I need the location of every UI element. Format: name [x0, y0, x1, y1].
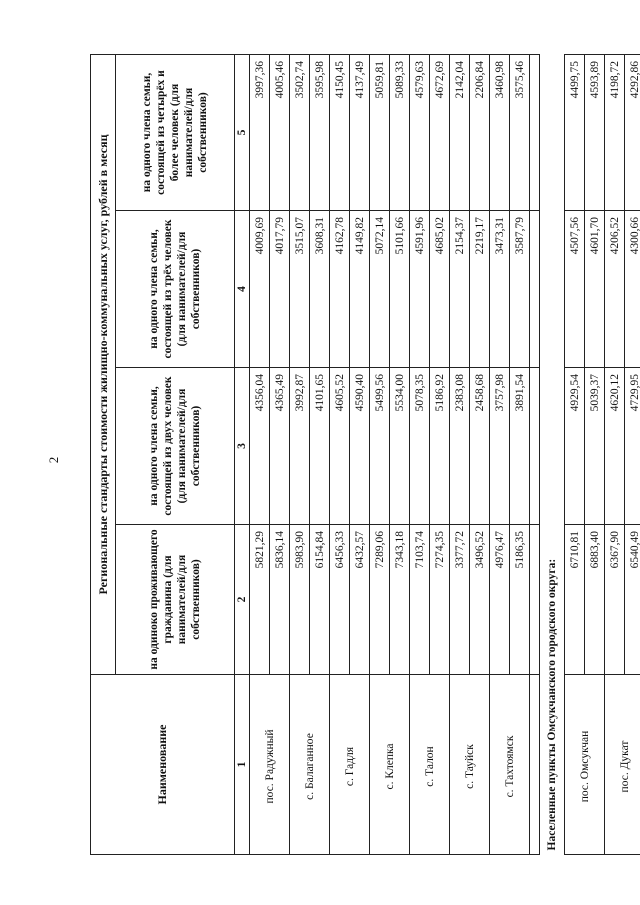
value-cell: 4590,40	[350, 368, 370, 525]
settlement-name: с. Балаганное	[290, 675, 330, 855]
settlement-name: с. Тауйск	[450, 675, 490, 855]
value-cell: 3515,07	[290, 211, 310, 368]
value-cell: 2458,68	[470, 368, 490, 525]
value-cell: 4579,63	[410, 55, 430, 211]
value-cell: 6367,90	[605, 525, 625, 675]
section-title: Населенные пункты Омсукчанского городского округа:	[540, 55, 565, 855]
value-cell: 3473,31	[490, 211, 510, 368]
settlement-name: с. Клепка	[370, 675, 410, 855]
value-cell: 4685,02	[430, 211, 450, 368]
column-header-three: на одного члена семьи, состоящей из трёх человек (для нанимателей/для собственников)	[116, 211, 235, 368]
table-row	[330, 55, 350, 855]
value-cell: 4137,49	[350, 55, 370, 211]
column-number: 4	[235, 211, 250, 368]
column-header-single: на одиноко проживающего гражданина (для нанимателей/для собственников)	[116, 525, 235, 675]
value-cell: 4729,95	[625, 368, 640, 525]
value-cell: 6710,81	[565, 525, 585, 675]
table-row	[410, 55, 430, 855]
value-cell: 5836,14	[270, 525, 290, 675]
column-number: 2	[235, 525, 250, 675]
settlement-name: с. Гадля	[330, 675, 370, 855]
value-cell: 7274,35	[430, 525, 450, 675]
value-cell: 4149,82	[350, 211, 370, 368]
table-row	[290, 55, 310, 855]
settlement-name: пос. Дукат	[605, 675, 640, 855]
value-cell: 4593,89	[585, 55, 605, 211]
rotated-table-container	[90, 55, 640, 855]
settlement-name: пос. Омсукчан	[565, 675, 605, 855]
table-row	[450, 55, 470, 855]
value-cell: 4929,54	[565, 368, 585, 525]
value-cell: 4005,46	[270, 55, 290, 211]
value-cell: 5186,92	[430, 368, 450, 525]
value-cell: 5186,35	[510, 525, 530, 675]
table-row	[370, 55, 390, 855]
value-cell: 6883,40	[585, 525, 605, 675]
value-cell: 6540,49	[625, 525, 640, 675]
value-cell: 4206,52	[605, 211, 625, 368]
value-cell: 4292,86	[625, 55, 640, 211]
value-cell: 4601,70	[585, 211, 605, 368]
value-cell: 2154,37	[450, 211, 470, 368]
value-cell: 6432,57	[350, 525, 370, 675]
value-cell: 4365,49	[270, 368, 290, 525]
settlement-name: с. Талон	[410, 675, 450, 855]
value-cell: 5101,66	[390, 211, 410, 368]
value-cell: 4009,69	[250, 211, 270, 368]
value-cell: 4162,78	[330, 211, 350, 368]
value-cell: 2142,04	[450, 55, 470, 211]
value-cell: 7343,18	[390, 525, 410, 675]
settlement-name: пос. Радужный	[250, 675, 290, 855]
value-cell: 3587,79	[510, 211, 530, 368]
value-cell: 5534,00	[390, 368, 410, 525]
value-cell: 3757,98	[490, 368, 510, 525]
column-number: 3	[235, 368, 250, 525]
value-cell: 4101,65	[310, 368, 330, 525]
value-cell: 3377,72	[450, 525, 470, 675]
value-cell: 5059,81	[370, 55, 390, 211]
value-cell: 4976,47	[490, 525, 510, 675]
table-row	[605, 55, 625, 855]
value-cell: 7103,74	[410, 525, 430, 675]
value-cell: 5089,33	[390, 55, 410, 211]
settlement-name: с. Тахтоямск	[490, 675, 530, 855]
value-cell: 3502,74	[290, 55, 310, 211]
value-cell: 4499,75	[565, 55, 585, 211]
column-number: 1	[235, 675, 250, 855]
page-number: 2	[46, 456, 61, 464]
value-cell: 4356,04	[250, 368, 270, 525]
value-cell: 5983,90	[290, 525, 310, 675]
value-cell: 2206,84	[470, 55, 490, 211]
value-cell: 4017,79	[270, 211, 290, 368]
value-cell: 3891,54	[510, 368, 530, 525]
value-cell: 6154,84	[310, 525, 330, 675]
column-header-four: на одного члена семьи, состоящей из четырёх и более человек (для нанимателей/для собственников)	[116, 55, 235, 211]
value-cell: 4507,56	[565, 211, 585, 368]
value-cell: 4150,45	[330, 55, 350, 211]
value-cell: 3997,36	[250, 55, 270, 211]
value-cell: 3575,46	[510, 55, 530, 211]
table-row	[250, 55, 270, 855]
spacer-cell	[530, 675, 540, 855]
table-row	[490, 55, 510, 855]
value-cell: 5499,56	[370, 368, 390, 525]
table-row	[565, 55, 585, 855]
value-cell: 3460,98	[490, 55, 510, 211]
value-cell: 5821,29	[250, 525, 270, 675]
value-cell: 7289,06	[370, 525, 390, 675]
value-cell: 5072,14	[370, 211, 390, 368]
value-cell: 6456,33	[330, 525, 350, 675]
value-cell: 4605,52	[330, 368, 350, 525]
value-cell: 3496,52	[470, 525, 490, 675]
value-cell: 4198,72	[605, 55, 625, 211]
column-header-two: на одного члена семьи, состоящей из двух человек (для нанимателей/для собственников)	[116, 368, 235, 525]
value-cell: 2219,17	[470, 211, 490, 368]
housing-standards-table	[90, 54, 640, 855]
value-cell: 4620,12	[605, 368, 625, 525]
group-header: Региональные стандарты стоимости жилищно-коммунальных услуг, рублей в месяц	[91, 55, 116, 675]
value-cell: 5078,35	[410, 368, 430, 525]
value-cell: 5039,37	[585, 368, 605, 525]
value-cell: 2383,08	[450, 368, 470, 525]
value-cell: 3608,31	[310, 211, 330, 368]
name-column-header: Наименование	[91, 675, 235, 855]
value-cell: 4300,66	[625, 211, 640, 368]
value-cell: 4591,96	[410, 211, 430, 368]
value-cell: 4672,69	[430, 55, 450, 211]
column-number: 5	[235, 55, 250, 211]
value-cell: 3992,87	[290, 368, 310, 525]
value-cell: 3595,98	[310, 55, 330, 211]
